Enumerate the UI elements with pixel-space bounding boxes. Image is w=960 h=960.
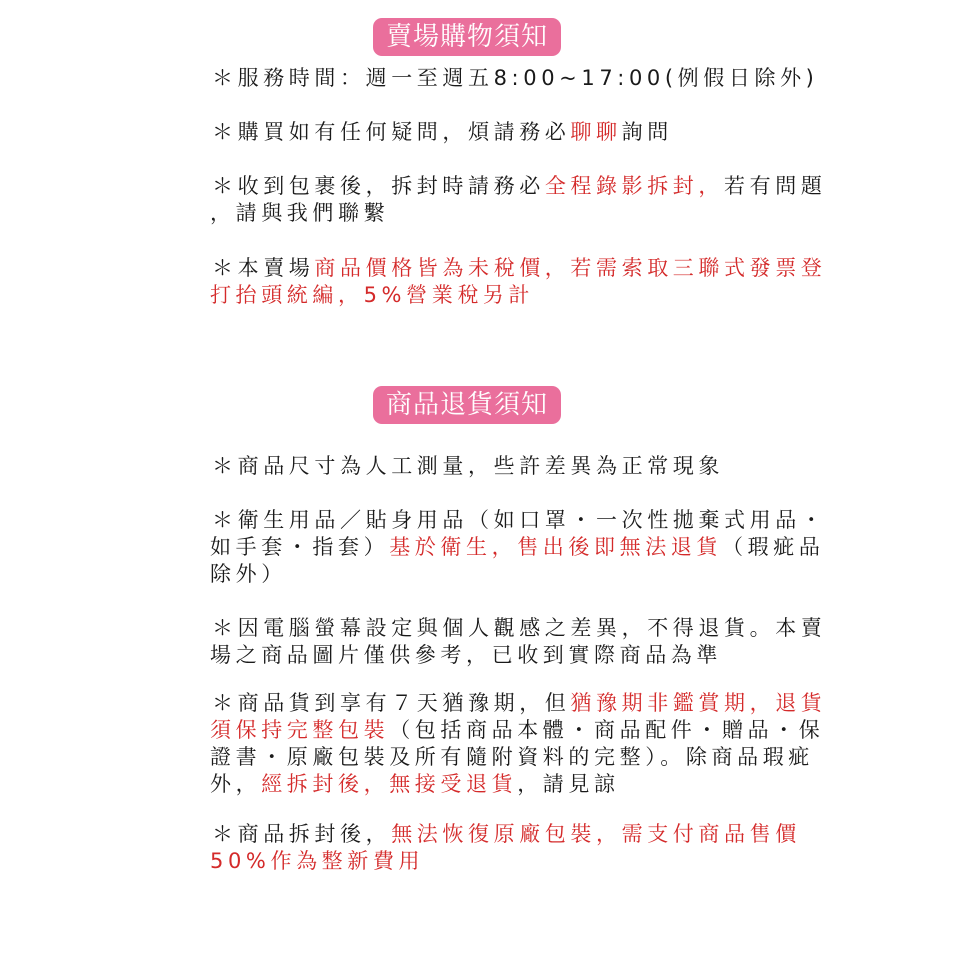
highlighted-text: 商品價格皆為未稅價，若需索取三聯式發票登 — [314, 256, 827, 280]
body-text: （瑕疵品 — [722, 535, 825, 559]
highlighted-text: 猶豫期非鑑賞期，退貨 — [570, 691, 827, 715]
highlighted-text: 打抬頭統編，5%營業稅另計 — [210, 283, 535, 307]
body-text: 若有問題 — [724, 174, 827, 198]
notice-item-line — [212, 690, 826, 717]
shopping-notice-title: 賣場購物須知 — [373, 18, 561, 56]
body-text: ，請見諒 — [517, 772, 620, 796]
body-text: ＊衛生用品／貼身用品（如口罩・一次性拋棄式用品・ — [212, 508, 827, 532]
notice-item-line — [212, 453, 724, 480]
notice-item-line — [210, 717, 824, 744]
body-text: （包括商品本體・商品配件・贈品・保 — [389, 718, 825, 742]
body-text: ＊商品貨到享有７天猶豫期，但 — [212, 691, 571, 715]
highlighted-text: 聊聊 — [570, 120, 622, 144]
body-text: ＊因電腦螢幕設定與個人觀感之差異，不得退貨。本賣 — [212, 616, 827, 640]
body-text: ＊購買如有任何疑問，煩請務必 — [212, 120, 571, 144]
body-text: ＊收到包裹後，拆封時請務必 — [212, 174, 545, 198]
highlighted-text: 全程錄影拆封， — [544, 174, 725, 198]
notice-item-line — [212, 119, 673, 146]
body-text: 證書・原廠包裝及所有隨附資料的完整）。除商品瑕疵 — [210, 745, 814, 769]
notice-item-line — [210, 848, 424, 875]
body-text: 除外） — [210, 562, 287, 586]
highlighted-text: 須保持完整包裝 — [210, 718, 390, 742]
body-text: ＊商品拆封後， — [212, 822, 392, 846]
highlighted-text: 經拆封後，無接受退貨 — [261, 772, 518, 796]
highlighted-text: 50%作為整新費用 — [210, 849, 425, 873]
return-notice-title: 商品退貨須知 — [373, 386, 561, 424]
notice-item-line — [212, 255, 826, 282]
notice-item-line — [210, 561, 287, 588]
body-text: ＊服務時間：週一至週五8:00~17:00(例假日除外) — [212, 66, 819, 90]
notice-item-line — [212, 821, 801, 848]
notice-item-line — [210, 282, 534, 309]
notice-item-line — [210, 200, 389, 227]
notice-item-line — [210, 771, 620, 798]
body-text: ，請與我們聯繫 — [210, 201, 390, 225]
notice-item-line — [210, 744, 814, 771]
body-text: 外， — [210, 772, 262, 796]
notice-item-line — [212, 65, 818, 92]
notice-item-line — [212, 507, 826, 534]
body-text: ＊商品尺寸為人工測量，些許差異為正常現象 — [212, 454, 724, 478]
highlighted-text: 無法恢復原廠包裝，需支付商品售價 — [391, 822, 801, 846]
notice-item-line — [210, 642, 722, 669]
body-text: 詢問 — [621, 120, 673, 144]
notice-item-line — [212, 173, 826, 200]
notice-item-line — [210, 534, 824, 561]
highlighted-text: 基於衛生，售出後即無法退貨 — [389, 535, 723, 559]
body-text: 場之商品圖片僅供參考，已收到實際商品為準 — [210, 643, 722, 667]
body-text: ＊本賣場 — [212, 256, 315, 280]
notice-item-line — [212, 615, 826, 642]
body-text: 如手套・指套） — [210, 535, 390, 559]
